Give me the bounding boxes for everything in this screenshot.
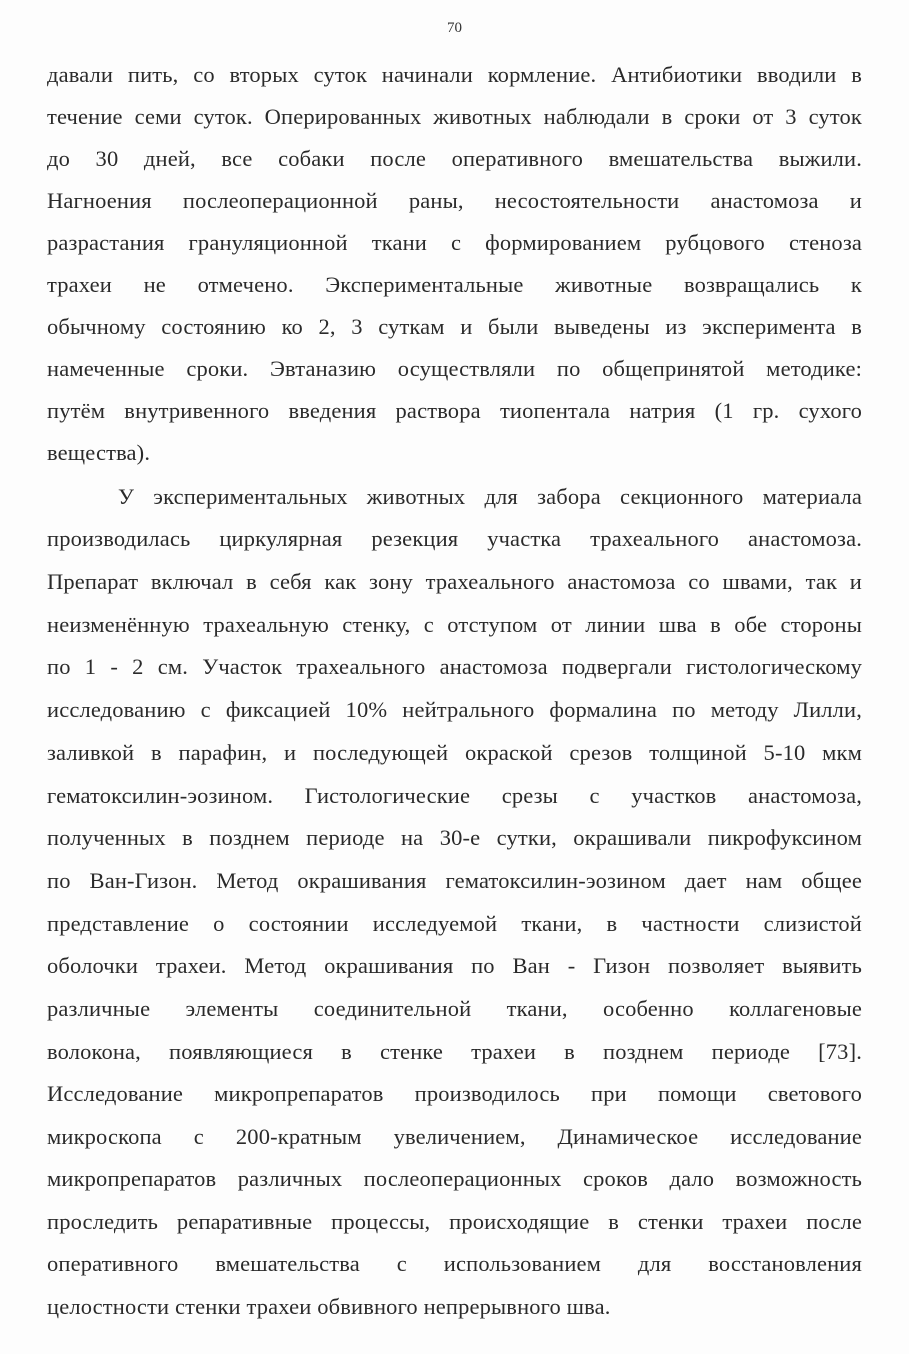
text-line: намеченные сроки. Эвтаназию осуществляли по общепринятой методике:: [47, 356, 862, 381]
text-line: по Ван-Гизон. Метод окрашивания гематоксилин-эозином дает нам общее: [47, 868, 862, 893]
text-line: гематоксилин-эозином. Гистологические срезы с участков анастомоза,: [47, 783, 862, 808]
text-line: по 1 - 2 см. Участок трахеального анастомоза подвергали гистологическому: [47, 654, 862, 679]
text-line: Нагноения послеоперационной раны, несостоятельности анастомоза и: [47, 188, 862, 213]
text-line: целостности стенки трахеи обвивного непрерывного шва.: [47, 1294, 611, 1319]
text-line: оперативного вмешательства с использованием для восстановления: [47, 1251, 862, 1276]
text-line: микроскопа с 200-кратным увеличением, Динамическое исследование: [47, 1124, 862, 1149]
text-line: различные элементы соединительной ткани, особенно коллагеновые: [47, 996, 862, 1021]
text-line: неизменённую трахеальную стенку, с отступом от линии шва в обе стороны: [47, 612, 862, 637]
text-line: волокона, появляющиеся в стенке трахеи в позднем периоде [73].: [47, 1039, 862, 1064]
text-line: обычному состоянию ко 2, 3 суткам и были выведены из эксперимента в: [47, 314, 862, 339]
text-line: исследованию с фиксацией 10% нейтрального формалина по методу Лилли,: [47, 697, 862, 722]
text-line: У экспериментальных животных для забора секционного материала: [118, 484, 862, 509]
text-line: путём внутривенного введения раствора тиопентала натрия (1 гр. сухого: [47, 398, 862, 423]
text-line: до 30 дней, все собаки после оперативного вмешательства выжили.: [47, 146, 862, 171]
text-line: заливкой в парафин, и последующей окраской срезов толщиной 5-10 мкм: [47, 740, 862, 765]
text-line: представление о состоянии исследуемой ткани, в частности слизистой: [47, 911, 862, 936]
text-line: давали пить, со вторых суток начинали кормление. Антибиотики вводили в: [47, 62, 862, 87]
text-line: производилась циркулярная резекция участка трахеального анастомоза.: [47, 526, 862, 551]
text-line: Исследование микропрепаратов производилось при помощи светового: [47, 1081, 862, 1106]
text-line: Препарат включал в себя как зону трахеального анастомоза со швами, так и: [47, 569, 862, 594]
text-line: вещества).: [47, 440, 151, 465]
text-line: течение семи суток. Оперированных животных наблюдали в сроки от 3 суток: [47, 104, 862, 129]
page-number: 70: [447, 20, 462, 36]
text-line: трахеи не отмечено. Экспериментальные животные возвращались к: [47, 272, 862, 297]
text-line: полученных в позднем периоде на 30-е сутки, окрашивали пикрофуксином: [47, 825, 862, 850]
text-line: микропрепаратов различных послеоперационных сроков дало возможность: [47, 1166, 862, 1191]
text-line: проследить репаративные процессы, происходящие в стенки трахеи после: [47, 1209, 862, 1234]
text-line: оболочки трахеи. Метод окрашивания по Ван - Гизон позволяет выявить: [47, 953, 862, 978]
text-line: разрастания грануляционной ткани с формированием рубцового стеноза: [47, 230, 862, 255]
